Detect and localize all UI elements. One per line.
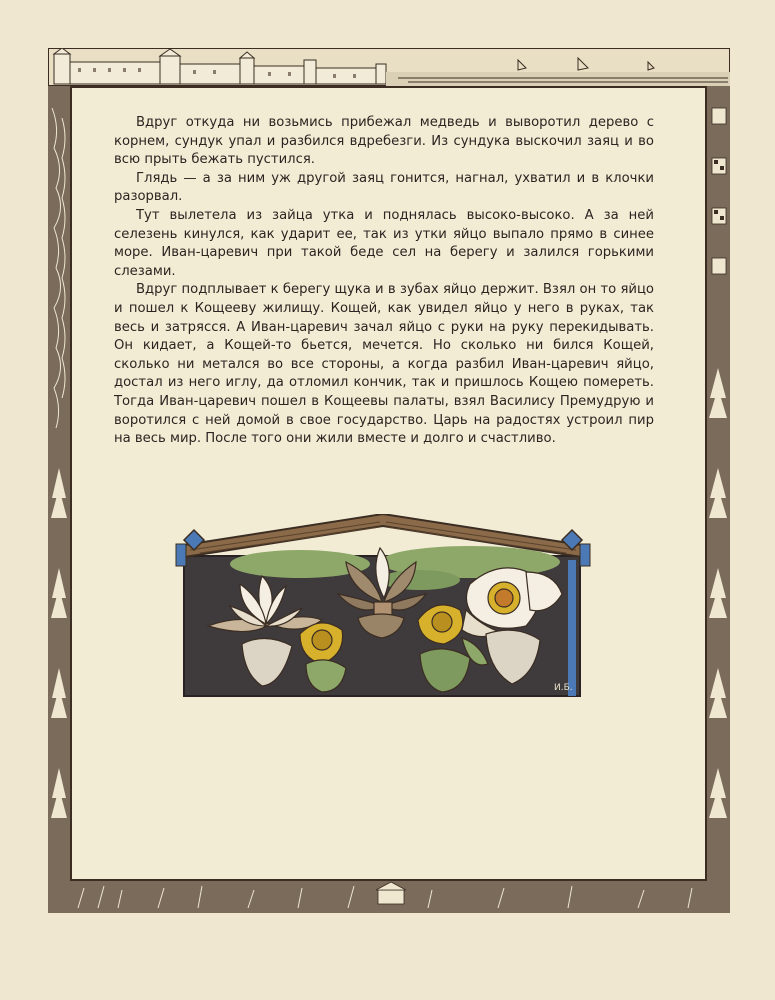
water-lily-picture (170, 514, 596, 698)
story-paragraph: Вдруг откуда ни возьмись прибежал медведь и выворотил дерево с корнем, сундук упал и разбился вдребезги. Из сундука выскочил заяц и во всю прыть бежать пустился. (114, 115, 654, 168)
story-paragraph: Вдруг подплывает к берегу щука и в зубах яйцо держит. Взял он то яйцо и пошел к Кощееву жилищу. Кощей, как увидел яйцо у него в руках, так весь и затрясся. А Иван-царевич зачал яйцо с руки на руку перекидывать. Он кидает, а Кощей-то бьется, мечется. Но сколько ни бился Кощей, сколько ни метался во все стороны, а когда разбил Иван-царевич яйцо, достал из него иглу, да отломил кончик, так и пришлось Кощею помереть. Тогда Иван-царевич пошел в Кощеевы палаты, взял Василису Премудрую и воротился с ней домой в свое государство. Царь на радостях устроил пир на весь мир. После того они жили вместе и долго и счастливо. (114, 282, 654, 447)
artist-monogram: И.Б. (554, 683, 573, 693)
story-paragraph: Тут вылетела из зайца утка и поднялась высоко-высоко. А за ней селезень кинулся, как ударит ее, так из утки яйцо выпало прямо в синее море. Иван-царевич при такой беде сел на берегу и залился горькими слезами. (114, 207, 654, 279)
story-paragraph: Глядь — а за ним уж другой заяц гонится, нагнал, ухватил и в клочки разорвал. (114, 170, 654, 205)
story-text (114, 114, 654, 449)
water-lily-illustration (170, 514, 596, 698)
